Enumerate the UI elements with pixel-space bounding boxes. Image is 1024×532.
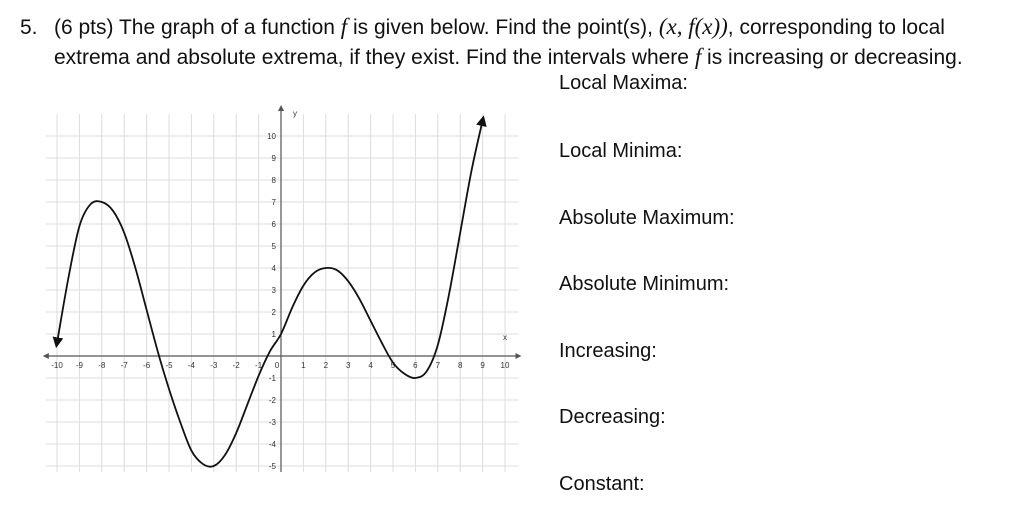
decreasing-label: Decreasing: (559, 406, 666, 428)
y-tick-label: 9 (271, 154, 276, 163)
x-tick-label: -7 (120, 361, 128, 370)
y-tick-label: 10 (267, 132, 276, 141)
x-tick-label: 6 (413, 361, 418, 370)
constant-label: Constant: (559, 473, 645, 495)
local-maxima-label: Local Maxima: (559, 72, 688, 94)
question-text-part: is increasing or decreasing. (701, 46, 963, 69)
function-symbol: f (694, 44, 702, 69)
x-tick-label: -8 (98, 361, 106, 370)
y-tick-label: -3 (268, 418, 276, 427)
x-tick-label: 0 (274, 361, 280, 370)
x-tick-label: 7 (435, 361, 441, 370)
y-tick-label: 4 (271, 264, 276, 273)
x-tick-label: -2 (232, 361, 240, 370)
y-tick-label: 5 (271, 242, 276, 251)
function-graph (40, 100, 530, 472)
local-minima-label: Local Minima: (559, 140, 683, 162)
question-line-1 (20, 12, 963, 42)
x-tick-label: -3 (210, 361, 218, 370)
point-notation: (x, f(x)) (658, 14, 728, 39)
question-text-part: , corresponding to local (727, 16, 945, 39)
question-text-part: extrema and absolute extrema, if they exist. Find the intervals where (54, 46, 695, 69)
x-tick-label: -6 (143, 361, 151, 370)
x-axis-label: x (503, 333, 507, 342)
x-tick-label: 10 (500, 361, 510, 370)
x-tick-label: -10 (51, 361, 63, 370)
question-text-part: is given below. Find the point(s), (347, 16, 659, 39)
y-tick-label: -4 (268, 440, 276, 449)
y-tick-label: -5 (268, 462, 276, 471)
absolute-maximum-label: Absolute Maximum: (559, 207, 735, 229)
y-tick-label: 3 (271, 286, 276, 295)
x-tick-label: 3 (345, 361, 351, 370)
x-tick-label: -1 (255, 361, 263, 370)
function-curve (57, 121, 483, 467)
absolute-minimum-label: Absolute Minimum: (559, 273, 730, 295)
y-tick-label: -1 (268, 374, 276, 383)
y-tick-label: 1 (271, 330, 276, 339)
question-text-part: (6 pts) The graph of a function (54, 16, 341, 39)
y-axis-label: y (293, 109, 297, 118)
x-tick-label: 5 (390, 361, 396, 370)
y-tick-label: -2 (268, 396, 276, 405)
y-tick-label: 2 (271, 308, 276, 317)
x-tick-label: -5 (165, 361, 173, 370)
y-tick-label: 7 (271, 198, 276, 207)
grid-lines (46, 114, 519, 472)
question-line-2 (20, 42, 963, 72)
x-tick-label: -4 (187, 361, 195, 370)
x-tick-label: 4 (368, 361, 373, 370)
y-tick-label: 8 (271, 176, 276, 185)
x-tick-label: 2 (323, 361, 329, 370)
x-tick-label: -9 (75, 361, 83, 370)
x-tick-label: 1 (301, 361, 306, 370)
x-tick-label: 8 (457, 361, 463, 370)
question-text (20, 12, 963, 72)
function-symbol: f (340, 14, 348, 39)
question-number: 5. (20, 16, 38, 39)
y-tick-label: 6 (271, 220, 276, 229)
increasing-label: Increasing: (559, 340, 657, 362)
x-tick-label: 9 (480, 361, 485, 370)
